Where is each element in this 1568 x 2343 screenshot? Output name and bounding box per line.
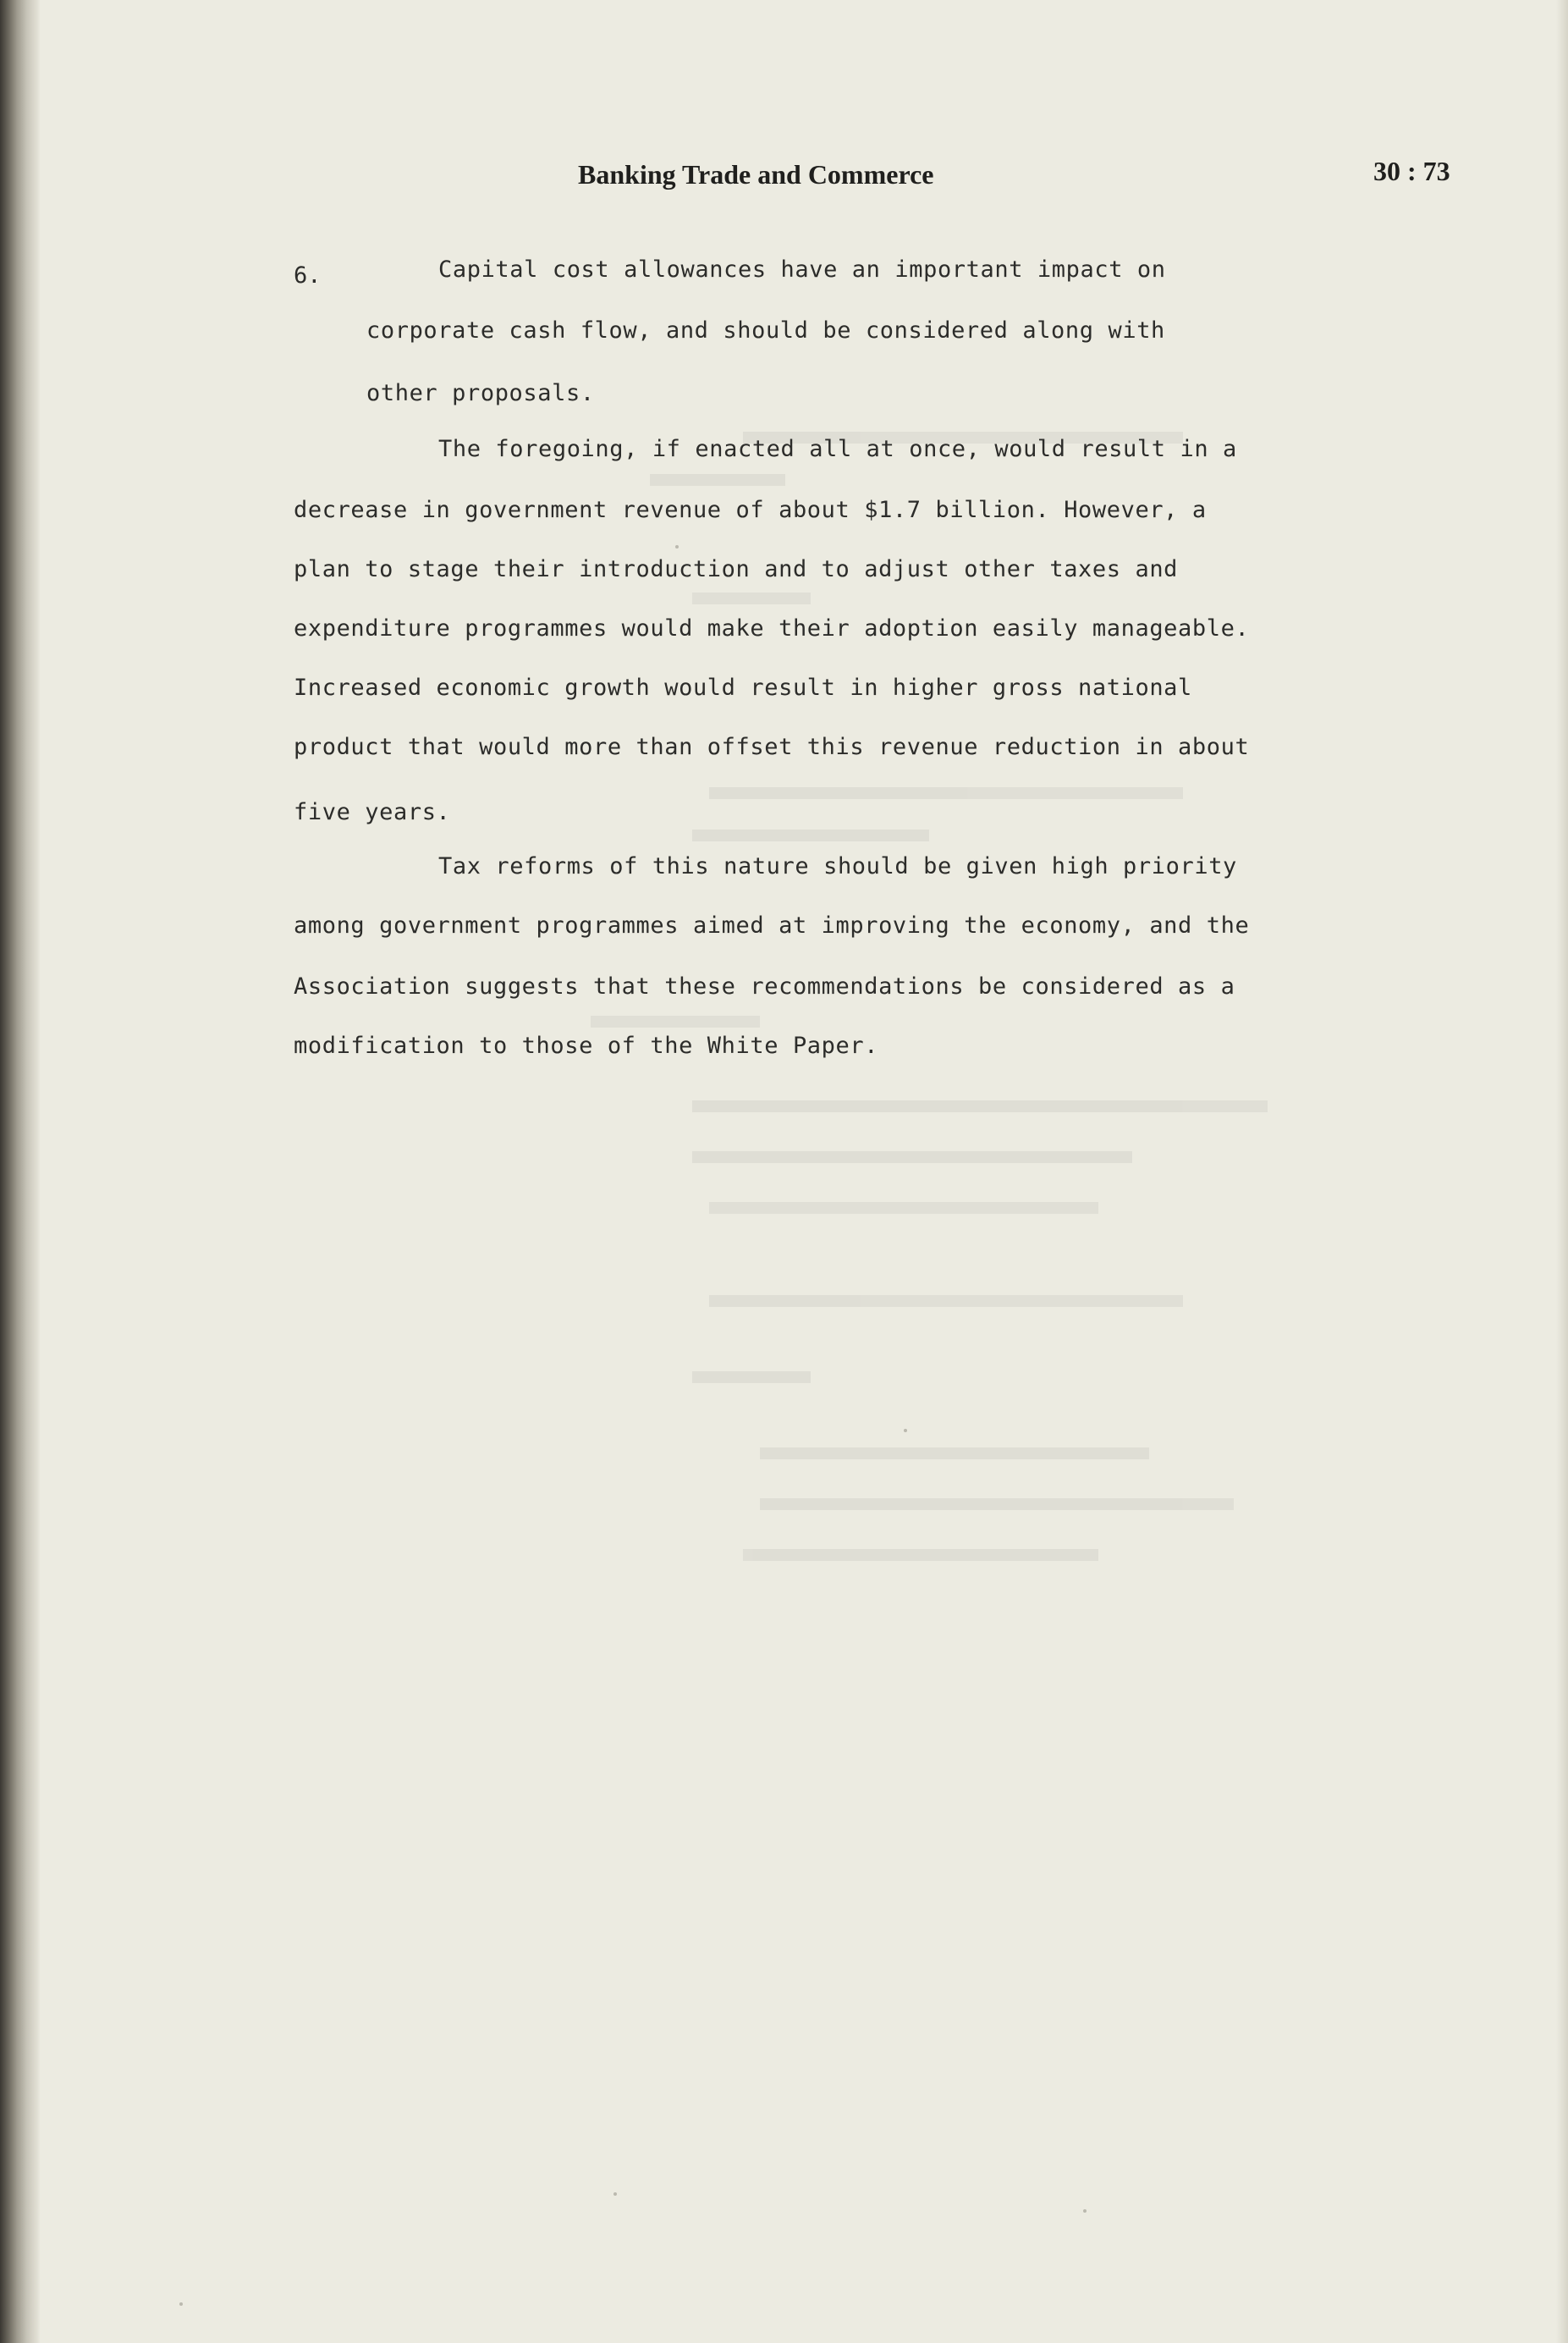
text-line: decrease in government revenue of about $1.7 billion. However, a	[294, 497, 1207, 523]
text-line: product that would more than offset this revenue reduction in about	[294, 734, 1250, 760]
text-line: plan to stage their introduction and to adjust other taxes and	[294, 556, 1179, 582]
text-line: Increased economic growth would result in higher gross national	[294, 675, 1192, 701]
item-number: 6.	[294, 262, 322, 289]
text-line: other proposals.	[366, 380, 595, 406]
text-line: modification to those of the White Paper.	[294, 1033, 879, 1059]
header-title: Banking Trade and Commerce	[578, 159, 934, 190]
text-line: Association suggests that these recommendations be considered as a	[294, 973, 1235, 1000]
paper-speck	[904, 1429, 907, 1432]
paper-speck	[675, 545, 679, 549]
text-line: among government programmes aimed at improving the economy, and the	[294, 912, 1250, 939]
text-line: Capital cost allowances have an important impact on	[438, 256, 1166, 283]
text-line: corporate cash flow, and should be considered along with	[366, 317, 1165, 344]
text-line: five years.	[294, 799, 451, 825]
paper-speck	[179, 2302, 183, 2306]
paper-speck	[613, 2192, 617, 2196]
text-line: The foregoing, if enacted all at once, would result in a	[438, 436, 1237, 462]
binding-edge	[0, 0, 41, 2343]
running-header	[0, 156, 1530, 201]
header-page-number: 30 : 73	[1373, 156, 1450, 186]
text-line: Tax reforms of this nature should be given high priority	[438, 853, 1237, 879]
page-right-edge	[1556, 0, 1568, 2343]
text-line: expenditure programmes would make their adoption easily manageable.	[294, 615, 1250, 642]
paper-speck	[1083, 2209, 1087, 2213]
